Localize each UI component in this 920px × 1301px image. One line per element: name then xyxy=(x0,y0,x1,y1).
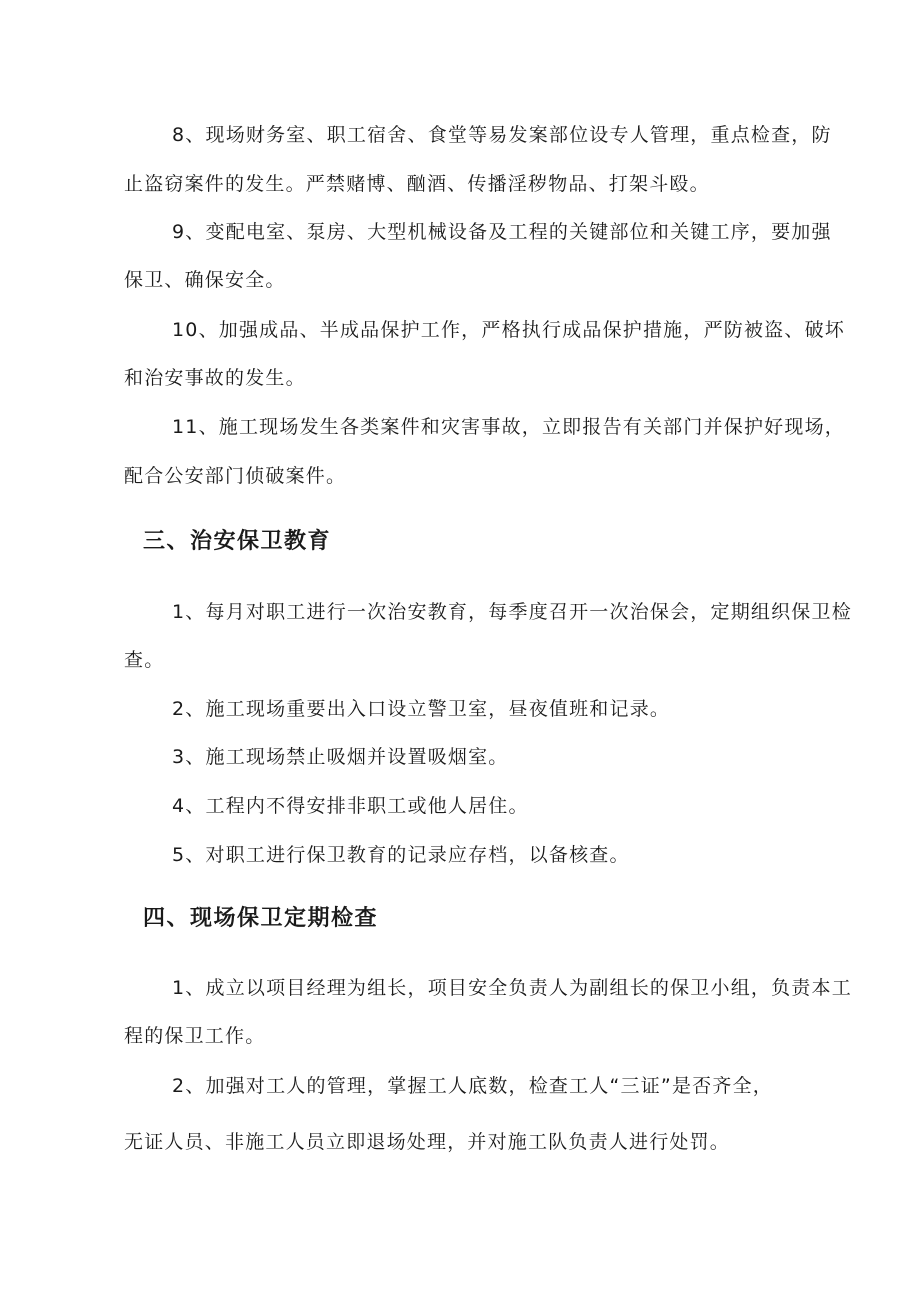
paragraph-s3-item-1-line-2: 查。 xyxy=(124,649,165,671)
paragraph-item-8-line-2: 止盗窃案件的发生。严禁赌博、酗酒、传播淫秽物品、打架斗殴。 xyxy=(124,173,710,195)
paragraph-s4-item-2-line-1: 2、加强对工人的管理，掌握工人底数，检查工人“三证”是否齐全， xyxy=(172,1075,773,1097)
paragraph-item-11-line-2: 配合公安部门侦破案件。 xyxy=(124,465,347,487)
section-heading-4: 四、现场保卫定期检查 xyxy=(143,906,379,931)
paragraph-item-10-line-1: 10、加强成品、半成品保护工作，严格执行成品保护措施，严防被盗、破坏 xyxy=(172,319,845,341)
paragraph-item-10-line-2: 和治安事故的发生。 xyxy=(124,367,306,389)
paragraph-item-8-line-1: 8、现场财务室、职工宿舍、食堂等易发案部位设专人管理，重点检查，防 xyxy=(172,124,832,146)
paragraph-item-9-line-1: 9、变配电室、泵房、大型机械设备及工程的关键部位和关键工序，要加强 xyxy=(172,221,832,243)
paragraph-s3-item-3: 3、施工现场禁止吸烟并设置吸烟室。 xyxy=(172,746,509,768)
paragraph-s3-item-5: 5、对职工进行保卫教育的记录应存档，以备核查。 xyxy=(172,844,630,866)
paragraph-s4-item-1-line-1: 1、成立以项目经理为组长，项目安全负责人为副组长的保卫小组，负责本工 xyxy=(172,977,852,999)
paragraph-s3-item-1-line-1: 1、每月对职工进行一次治安教育，每季度召开一次治保会，定期组织保卫检 xyxy=(172,601,852,623)
section-heading-3: 三、治安保卫教育 xyxy=(143,529,332,554)
paragraph-s4-item-2-line-2: 无证人员、非施工人员立即退场处理，并对施工队负责人进行处罚。 xyxy=(124,1131,731,1153)
paragraph-s3-item-4: 4、工程内不得安排非职工或他人居住。 xyxy=(172,795,529,817)
paragraph-s3-item-2: 2、施工现场重要出入口设立警卫室，昼夜值班和记录。 xyxy=(172,698,671,720)
paragraph-item-9-line-2: 保卫、确保安全。 xyxy=(124,269,286,291)
paragraph-s4-item-1-line-2: 程的保卫工作。 xyxy=(124,1025,266,1047)
paragraph-item-11-line-1: 11、施工现场发生各类案件和灾害事故，立即报告有关部门并保护好现场， xyxy=(172,416,845,438)
